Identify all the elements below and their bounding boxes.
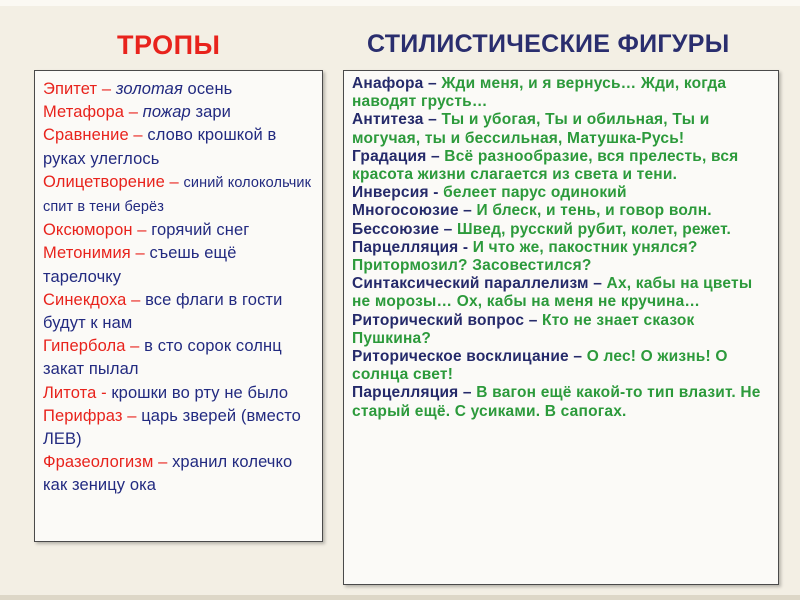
slide-bottom-border	[0, 595, 800, 600]
figure-term: Парцелляция	[352, 238, 459, 256]
figure-dash: –	[426, 147, 445, 165]
figure-term: Антитеза	[352, 111, 424, 129]
figures-panel	[343, 70, 779, 585]
figure-dash: –	[458, 202, 477, 220]
trope-term: Метонимия	[43, 244, 131, 263]
figure-example: О лес! О жизнь! О солнца свет!	[352, 348, 728, 384]
trope-example: синий колокольчик спит в тени берёз	[43, 174, 312, 216]
figure-dash: –	[423, 75, 442, 92]
trope-entry-oxymoron	[43, 219, 316, 242]
trope-example: золотая	[115, 80, 183, 98]
trope-example: слово крошкой в руках улеглось	[43, 126, 277, 168]
trope-term: Литота	[43, 383, 97, 402]
figure-dash: -	[458, 238, 473, 256]
figure-entry-gradation	[352, 148, 770, 184]
trope-term: Гипербола	[43, 337, 126, 356]
trope-example: все флаги в гости будут к нам	[43, 290, 283, 333]
slide-top-border	[0, 0, 800, 6]
figure-dash: –	[423, 111, 442, 129]
figures-heading: СТИЛИСТИЧЕСКИЕ ФИГУРЫ	[367, 30, 730, 58]
figure-dash: –	[524, 311, 543, 329]
trope-entry-comparison	[43, 124, 316, 170]
trope-entry-periphrasis	[43, 405, 316, 451]
trope-dash: –	[122, 406, 142, 425]
trope-entry-metaphor	[43, 101, 316, 124]
trope-entry-hyperbole	[43, 335, 316, 381]
figure-term: Парцелляция	[352, 384, 459, 402]
trope-dash: –	[132, 221, 152, 240]
tropes-list	[35, 71, 322, 498]
figure-entry-rhetorical-question	[352, 312, 770, 348]
trope-example: крошки во рту не было	[111, 383, 289, 402]
trope-term: Фразеологизм	[43, 453, 154, 472]
trope-example-rest: осень	[182, 80, 233, 98]
figure-example: Швед, русский рубит, колет, режет.	[457, 220, 732, 238]
trope-dash: –	[128, 126, 148, 145]
tropes-heading: ТРОПЫ	[117, 30, 221, 60]
tropes-panel	[34, 70, 323, 542]
figure-dash: –	[568, 348, 587, 366]
trope-dash: –	[124, 103, 143, 122]
trope-term: Синекдоха	[43, 290, 127, 309]
trope-example: в сто сорок солнц закат пылал	[43, 337, 282, 379]
figure-entry-parcellation-2	[352, 384, 770, 420]
figure-term: Риторическое восклицание	[352, 348, 569, 366]
trope-example: царь зверей (вместо ЛЕВ)	[43, 406, 301, 449]
trope-term: Метафора	[43, 103, 125, 122]
trope-example-rest: зари	[190, 103, 232, 122]
figure-entry-polysyndeton	[352, 202, 770, 220]
figure-term: Бессоюзие	[352, 220, 440, 238]
figure-entry-antithesis	[352, 111, 770, 147]
figure-entry-syntactic-parallelism	[352, 275, 770, 311]
trope-dash: -	[96, 383, 112, 402]
figure-example: Кто не знает сказок Пушкина?	[352, 311, 695, 347]
figure-term: Градация	[352, 147, 427, 165]
figure-entry-inversion	[352, 184, 770, 202]
figures-list	[344, 71, 778, 421]
figure-term: Многосоюзие	[352, 202, 459, 220]
figure-term: Риторический вопрос	[352, 311, 525, 329]
trope-example: пожар	[142, 103, 191, 122]
trope-term: Оксюморон	[43, 221, 133, 240]
trope-term: Сравнение	[43, 126, 129, 145]
trope-term: Перифраз	[43, 406, 123, 425]
figure-dash: –	[588, 275, 607, 293]
trope-example: горячий снег	[151, 221, 250, 240]
figure-term: Анафора	[352, 75, 424, 92]
figure-entry-rhetorical-exclamation	[352, 348, 770, 384]
trope-entry-personification	[43, 171, 316, 219]
figure-example: Всё разнообразие, вся прелесть, вся красота жизни слагается из света и тени.	[352, 147, 739, 184]
trope-entry-litotes	[43, 382, 316, 405]
trope-dash: –	[126, 290, 146, 309]
trope-term: Эпитет	[43, 80, 98, 98]
trope-dash: –	[125, 337, 145, 356]
figure-example: И что же, пакостник унялся? Притормозил? Засовестился?	[352, 238, 698, 275]
figure-example: Жди меня, и я вернусь… Жди, когда наводят грусть…	[352, 75, 727, 111]
figure-entry-parcellation	[352, 239, 770, 275]
figure-example: И блеск, и тень, и говор волн.	[476, 202, 712, 220]
figure-term: Инверсия	[352, 184, 429, 202]
figure-dash: –	[458, 384, 477, 402]
figure-example: В вагон ещё какой-то тип влазит. Не старый ещё. С усиками. В сапогах.	[352, 384, 761, 420]
trope-entry-metonymy	[43, 242, 316, 288]
figure-example: Ты и убогая, Ты и обильная, Ты и могучая, ты и бессильная, Матушка-Русь!	[352, 111, 710, 147]
figure-example: белеет парус одинокий	[443, 184, 627, 202]
trope-entry-synecdoche	[43, 289, 316, 335]
figure-dash: –	[439, 220, 457, 238]
figure-entry-anaphora	[352, 75, 770, 111]
figure-dash: -	[428, 184, 444, 202]
trope-term: Олицетворение	[43, 172, 165, 191]
trope-dash: –	[153, 453, 173, 472]
figure-example: Ах, кабы на цветы не морозы… Ох, кабы на меня не кручина…	[352, 275, 753, 311]
figure-term: Синтаксический параллелизм	[352, 275, 589, 293]
trope-entry-epithet	[43, 78, 316, 101]
trope-dash: –	[164, 172, 184, 191]
trope-entry-phraseologism	[43, 451, 316, 497]
trope-dash: –	[130, 244, 150, 263]
trope-example: хранил колечко как зеницу ока	[43, 453, 293, 495]
trope-dash: –	[97, 80, 116, 98]
figure-entry-asyndeton	[352, 221, 770, 239]
trope-example: съешь ещё тарелочку	[43, 244, 237, 286]
